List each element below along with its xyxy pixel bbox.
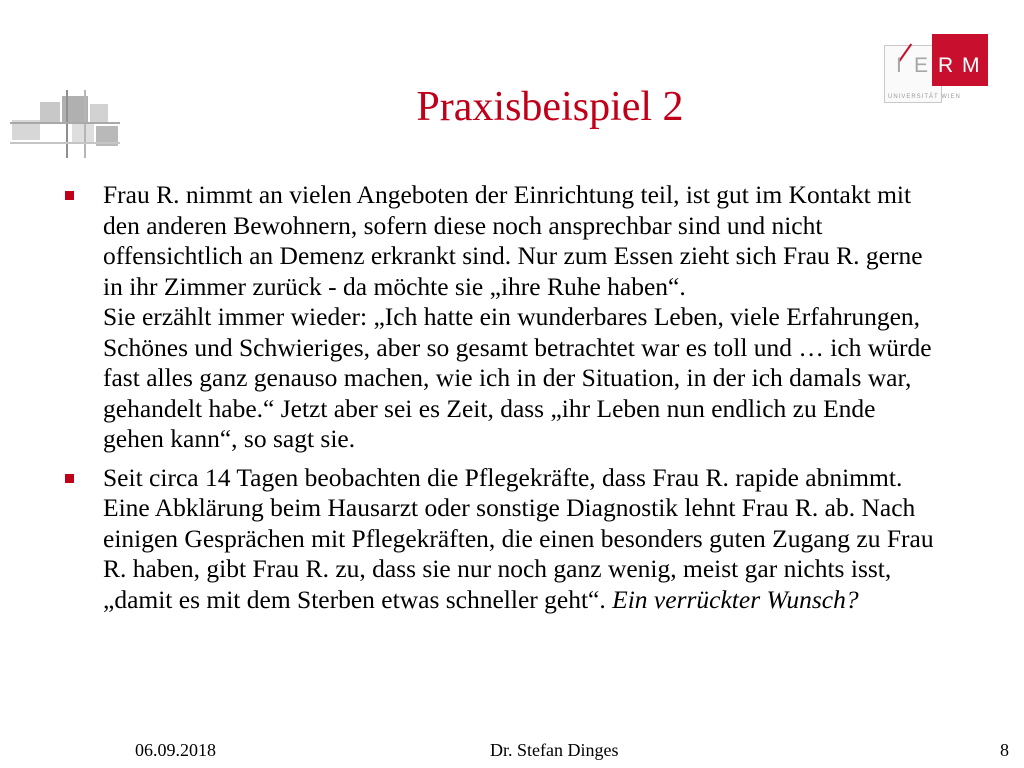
bullet-paragraph: Frau R. nimmt an vielen Angeboten der Einrichtung teil, ist gut im Kontakt mit den anderen Bewohnern, sofern diese noch ansprechbar sind und nicht offensichtlich an Demenz erkrankt sind. Nur zum Essen zieht sich Frau R. gerne in ihr Zimmer zurück - da möchte sie „ihre Ruhe haben“. bbox=[103, 180, 923, 301]
decorative-squares bbox=[10, 90, 120, 160]
bullet-item bbox=[62, 180, 942, 455]
bullet-item bbox=[62, 463, 942, 616]
bullet-list bbox=[62, 180, 942, 623]
bullet-paragraph: Seit circa 14 Tagen beobachten die Pflegekräfte, dass Frau R. rapide abnimmt. Eine Abklärung beim Hausarzt oder sonstige Diagnostik lehnt Frau R. ab. Nach einigen Gesprächen mit Pflegekräften, die einen besonders guten Zugang zu Frau R. haben, gibt Frau R. zu, dass sie nur noch ganz wenig, meist gar nichts isst, „damit es mit dem Sterben etwas schneller geht“. Ein verrückter Wunsch? bbox=[103, 462, 934, 614]
footer-author: Dr. Stefan Dinges bbox=[490, 740, 619, 760]
bullet-square-icon bbox=[65, 191, 74, 200]
page-number: 8 bbox=[1000, 740, 1009, 760]
ierm-logo: I E R M UNIVERSITÄT WIEN bbox=[884, 32, 994, 104]
bullet-paragraph: Sie erzählt immer wieder: „Ich hatte ein wunderbares Leben, viele Erfahrungen, Schönes und Schwieriges, aber so gesamt betrachtet war es toll und … ich würde fast alles ganz genauso machen, wie ich in der Situation, in der ich damals war, gehandelt habe.“ Jetzt aber sei es Zeit, dass „ihr Leben nun endlich zu Ende gehen kann“, so sagt sie. bbox=[103, 302, 932, 453]
emphasized-question: Ein verrückter Wunsch? bbox=[612, 584, 859, 614]
bullet-square-icon bbox=[65, 474, 74, 483]
footer-date: 06.09.2018 bbox=[135, 740, 216, 760]
slide-title: Praxisbeispiel 2 bbox=[416, 84, 684, 130]
